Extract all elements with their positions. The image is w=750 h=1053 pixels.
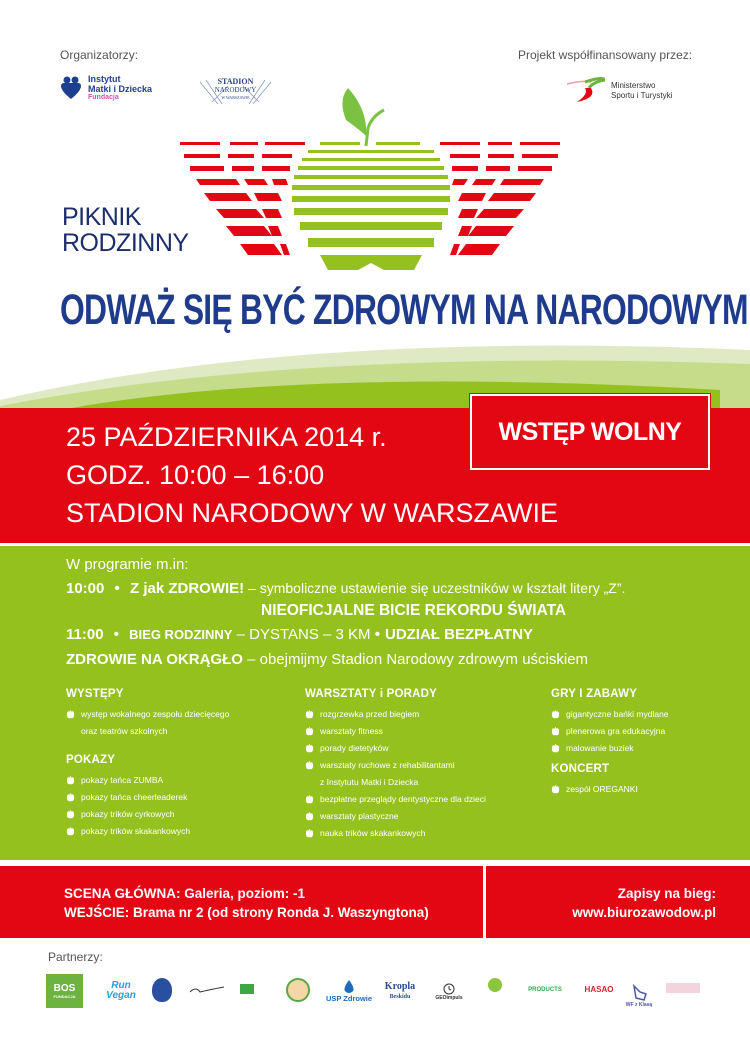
time: 11:00 bbox=[66, 626, 104, 643]
list-item bbox=[551, 740, 669, 757]
heart-people-icon bbox=[60, 76, 82, 100]
partner-logo-usp-zdrowie bbox=[322, 976, 376, 1006]
sn-line3: W WARSZAWIE bbox=[221, 95, 250, 100]
item-text: pokazy tańca cheerleaderek bbox=[81, 792, 188, 802]
apple-stadium-graphic bbox=[170, 77, 570, 280]
air-text: PRODUCTS bbox=[528, 987, 562, 993]
time: 10:00 bbox=[66, 580, 105, 597]
partner-logo-run-vegan bbox=[96, 976, 146, 1006]
bos-text: BOS bbox=[53, 983, 76, 994]
ministry-line2: Sportu i Turystyki bbox=[611, 91, 673, 100]
item-text: pokazy trików skakankowych bbox=[81, 826, 191, 836]
title: Z jak ZDROWIE! bbox=[129, 580, 245, 597]
list-item bbox=[305, 723, 486, 740]
free-admission-badge: WSTĘP WOLNY bbox=[470, 394, 710, 470]
item-text: pokazy tańca ZUMBA bbox=[81, 775, 164, 785]
list-item bbox=[305, 706, 486, 723]
section-title-warsztaty: WARSZTATY i PORADY bbox=[305, 688, 438, 700]
list-item bbox=[305, 791, 486, 808]
apple-bullet-icon bbox=[66, 793, 75, 802]
cofinanced-label: Projekt współfinansowany przez: bbox=[518, 48, 693, 62]
desc: – DYSTANS – 3 KM bbox=[232, 626, 375, 643]
apple-bullet-icon bbox=[305, 761, 314, 770]
clock-icon bbox=[443, 983, 455, 995]
event-hours: GODZ. 10:00 – 16:00 bbox=[66, 460, 325, 490]
item-text: zespół OREGANKI bbox=[566, 784, 638, 794]
item-text: plenerowa gra edukacyjna bbox=[566, 726, 666, 736]
hasao-text: HASAO bbox=[584, 984, 614, 994]
program-item-3 bbox=[66, 651, 588, 668]
partners-label: Partnerzy: bbox=[48, 950, 103, 964]
signup-link[interactable]: www.biurozawodow.pl bbox=[572, 905, 716, 920]
item-text: oraz teatrów szkolnych bbox=[81, 726, 168, 736]
list-item bbox=[551, 706, 669, 723]
list-item bbox=[305, 825, 486, 842]
imid-line1: Instytut bbox=[88, 74, 121, 84]
usp-text: USP Zdrowie bbox=[325, 993, 373, 1003]
partner-logo-air-products bbox=[520, 984, 570, 996]
water-drop-icon bbox=[343, 980, 355, 994]
imid-line3: Fundacja bbox=[88, 94, 119, 101]
section-col-3 bbox=[551, 688, 669, 798]
list-item bbox=[305, 774, 486, 791]
list-item bbox=[551, 723, 669, 740]
item-text: porady dietetyków bbox=[320, 743, 389, 753]
wf-figure-icon bbox=[630, 984, 648, 1002]
desc: – symboliczne ustawienie się uczestników w kształt litery „Z”. bbox=[244, 580, 626, 596]
apple-bullet-icon bbox=[305, 829, 314, 838]
ministry-line1: Ministerstwo bbox=[611, 81, 656, 90]
section-title-pokazy: POKAZY bbox=[66, 754, 116, 766]
apple-bullet-icon bbox=[305, 795, 314, 804]
item-text: z Instytutu Matki i Dziecka bbox=[320, 777, 419, 787]
event-date: 25 PAŹDZIERNIKA 2014 r. bbox=[66, 422, 387, 452]
apple-bullet-icon bbox=[551, 744, 560, 753]
entrance: WEJŚCIE: Brama nr 2 (od strony Ronda J. Waszyngtona) bbox=[64, 905, 429, 920]
partner-logo-signature bbox=[188, 984, 228, 996]
partner-logo-hasao bbox=[581, 982, 617, 996]
logo-instytut-matki-i-dziecka bbox=[60, 74, 152, 101]
list-item bbox=[66, 772, 229, 789]
bullet: • bbox=[113, 626, 119, 643]
title: ZDROWIE NA OKRĄGŁO bbox=[66, 651, 243, 668]
bos-sub: FUNDACJA bbox=[53, 994, 76, 999]
event-type bbox=[62, 204, 189, 256]
item-text: bezpłatne przeglądy dentystyczne dla dzieci bbox=[320, 794, 486, 804]
sn-line1: STADION bbox=[217, 77, 254, 86]
signup-info bbox=[486, 884, 716, 922]
list-item bbox=[66, 806, 229, 823]
partner-logo-fitness bbox=[240, 984, 254, 994]
geo-text: GEOimpuls bbox=[435, 995, 463, 1001]
headline: ODWAŻ SIĘ BYĆ ZDROWYM NA NARODOWYM bbox=[60, 286, 748, 334]
main-stage: SCENA GŁÓWNA: Galeria, poziom: -1 bbox=[64, 886, 306, 901]
list-item bbox=[551, 781, 669, 798]
partner-logo-wf-z-klasa bbox=[624, 974, 654, 1008]
run-text: Run bbox=[111, 980, 131, 991]
bullet: • bbox=[114, 580, 120, 597]
list-item bbox=[66, 706, 229, 723]
apple-bullet-icon bbox=[305, 812, 314, 821]
partner-logo-brand bbox=[666, 983, 700, 993]
apple-bullet-icon bbox=[551, 710, 560, 719]
apple-bullet-icon bbox=[305, 744, 314, 753]
section-title-wystepy: WYSTĘPY bbox=[66, 688, 124, 700]
item-text: występ wokalnego zespołu dziecięcego bbox=[81, 709, 230, 719]
section-title-gry: GRY I ZABAWY bbox=[551, 688, 638, 700]
list-item bbox=[305, 808, 486, 825]
record-attempt: NIEOFICJALNE BICIE REKORDU ŚWIATA bbox=[261, 602, 567, 619]
ministry-swoosh-icon bbox=[565, 76, 605, 106]
program-item-2 bbox=[66, 626, 533, 643]
partner-logo-kropla-beskidu bbox=[380, 980, 420, 1004]
vegan-text: Vegan bbox=[106, 990, 136, 1001]
item-text: rozgrzewka przed biegiem bbox=[320, 709, 420, 719]
apple-bullet-icon bbox=[66, 710, 75, 719]
list-item bbox=[66, 789, 229, 806]
title: BIEG RODZINNY bbox=[129, 627, 233, 642]
desc: – obejmijmy Stadion Narodowy zdrowym uściskiem bbox=[242, 651, 589, 668]
partner-logo-fun-kids bbox=[488, 978, 502, 992]
signup-label: Zapisy na bieg: bbox=[617, 886, 716, 901]
item-text: nauka trików skakankowych bbox=[320, 828, 426, 838]
list-item bbox=[66, 723, 229, 740]
section-col-1 bbox=[66, 688, 229, 840]
kropla-text: Kropla bbox=[384, 981, 416, 992]
beskidu-text: Beskidu bbox=[389, 994, 411, 1000]
venue-info bbox=[64, 884, 429, 922]
partner-logo-squirrel bbox=[286, 978, 310, 1002]
bullet: • bbox=[374, 626, 380, 643]
wf-text: WF z Klasą bbox=[625, 1002, 653, 1008]
event-type-line2: RODZINNY bbox=[62, 229, 189, 257]
partner-logo-crest bbox=[152, 978, 172, 1002]
apple-bullet-icon bbox=[551, 727, 560, 736]
item-text: malowanie buziek bbox=[566, 743, 634, 753]
section-title-koncert: KONCERT bbox=[551, 763, 610, 775]
partner-logos bbox=[46, 972, 726, 1022]
item-text: warsztaty fitness bbox=[320, 726, 383, 736]
partner-logo-bos bbox=[46, 974, 83, 1008]
organizers-label: Organizatorzy: bbox=[60, 48, 139, 62]
item-text: warsztaty plastyczne bbox=[320, 811, 399, 821]
apple-bullet-icon bbox=[305, 727, 314, 736]
event-type-line1: PIKNIK bbox=[62, 203, 141, 231]
sn-line2: NARODOWY bbox=[214, 86, 257, 94]
list-item bbox=[66, 823, 229, 840]
free-participation: UDZIAŁ BEZPŁATNY bbox=[384, 626, 534, 643]
partner-logo-geoimpuls bbox=[434, 978, 464, 1006]
apple-bullet-icon bbox=[66, 827, 75, 836]
item-text: pokazy trików cyrkowych bbox=[81, 809, 175, 819]
event-place: STADION NARODOWY W WARSZAWIE bbox=[66, 498, 558, 528]
apple-bullet-icon bbox=[551, 785, 560, 794]
program-item-1-sub bbox=[261, 602, 566, 620]
apple-bullet-icon bbox=[66, 776, 75, 785]
apple-bullet-icon bbox=[66, 810, 75, 819]
program-item-1 bbox=[66, 580, 625, 597]
logo-ministerstwo-sportu bbox=[565, 76, 672, 106]
list-item bbox=[305, 740, 486, 757]
apple-bullet-icon bbox=[305, 710, 314, 719]
item-text: warsztaty ruchowe z rehabilitantami bbox=[320, 760, 455, 770]
item-text: gigantyczne bańki mydlane bbox=[566, 709, 669, 719]
imid-line2: Matki i Dziecka bbox=[88, 84, 153, 94]
list-item bbox=[305, 757, 486, 774]
section-col-2 bbox=[305, 688, 486, 842]
program-intro: W programie m.in: bbox=[66, 556, 189, 573]
